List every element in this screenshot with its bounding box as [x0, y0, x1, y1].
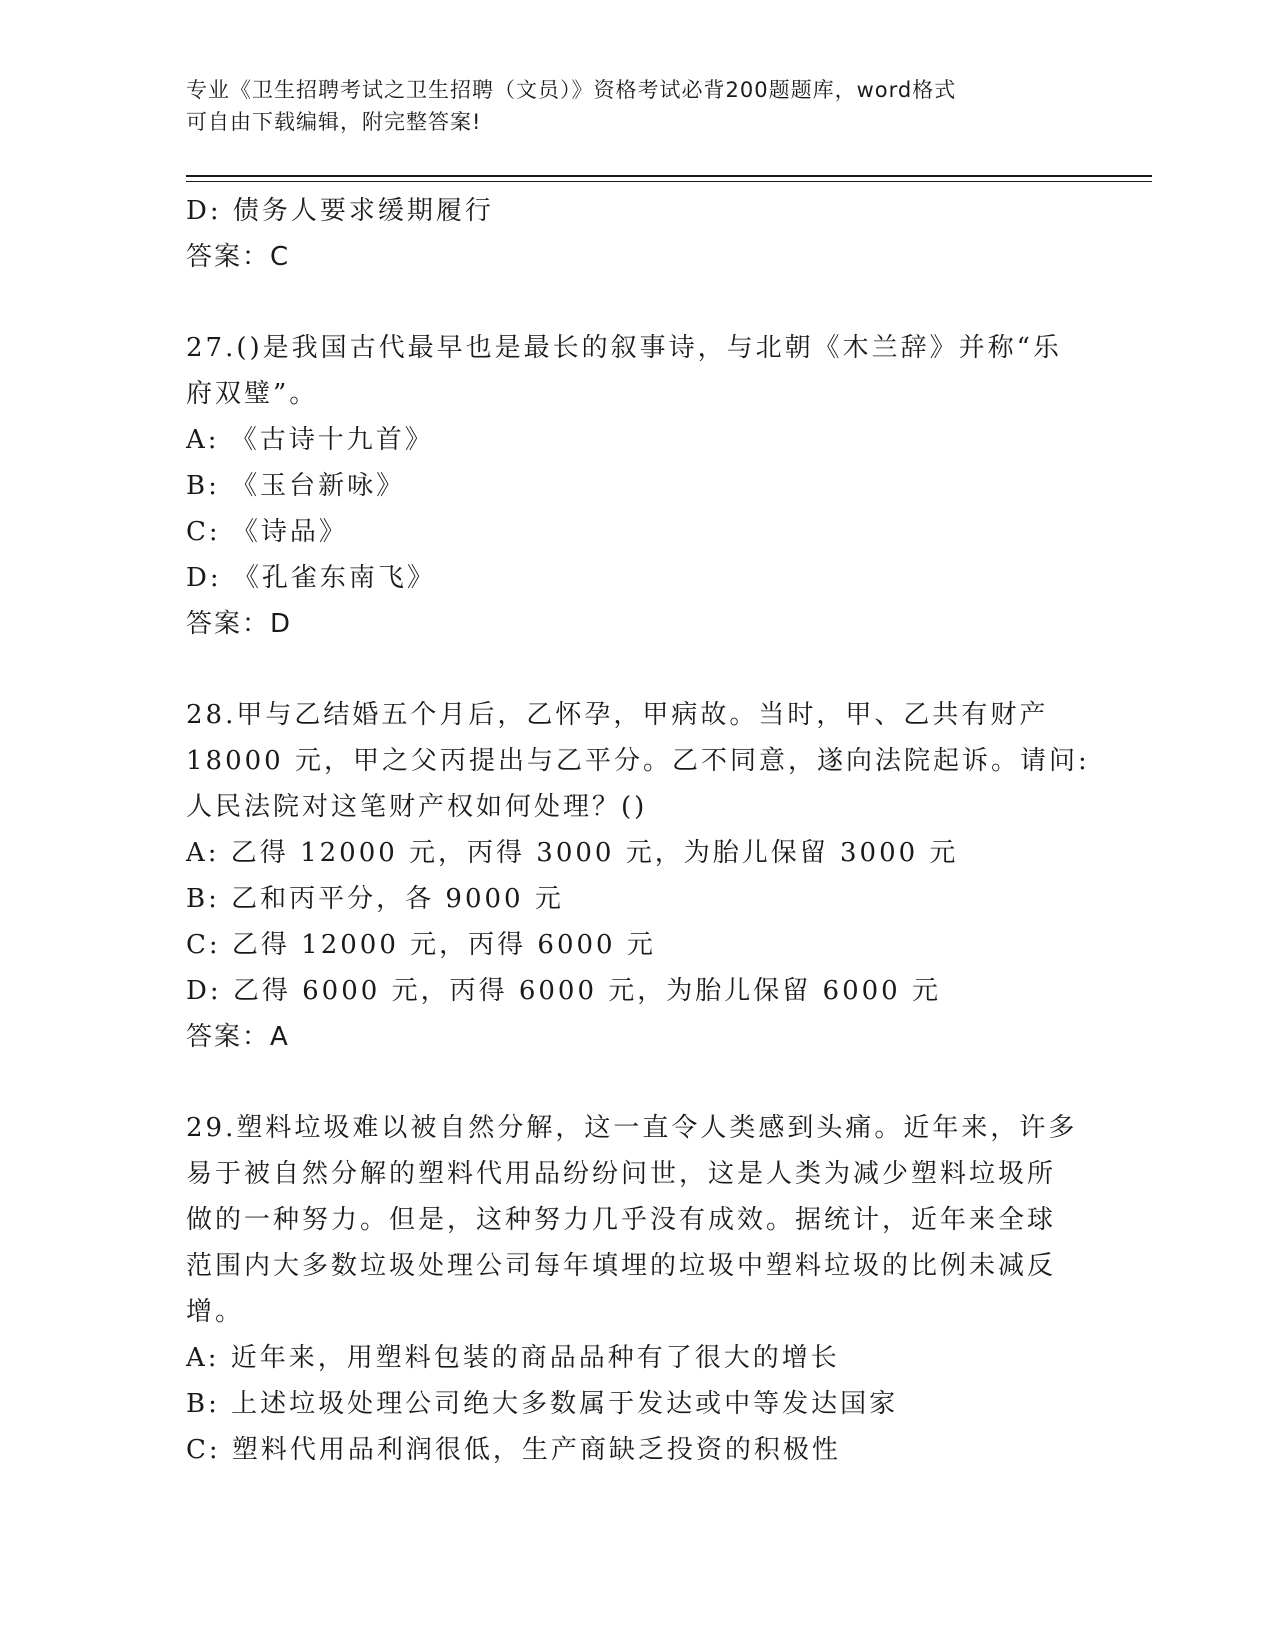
option-a: A: 《古诗十九首》 [186, 425, 434, 455]
answer-label: 答案：D [186, 609, 293, 639]
question-29 [186, 1105, 1086, 1473]
question-27 [186, 325, 1086, 647]
question-stem: 范围内大多数垃圾处理公司每年填埋的垃圾中塑料垃圾的比例未减反 [186, 1251, 1057, 1281]
question-stem: 易于被自然分解的塑料代用品纷纷问世，这是人类为减少塑料垃圾所 [186, 1159, 1057, 1189]
question-stem: 增。 [186, 1297, 245, 1327]
answer-label: 答案：C [186, 242, 291, 272]
question-list [186, 188, 1090, 1473]
option-c: C: 《诗品》 [186, 517, 348, 547]
question-stem: 28.甲与乙结婚五个月后，乙怀孕，甲病故。当时，甲、乙共有财产 [186, 700, 1049, 730]
option-b: B: 《玉台新咏》 [186, 471, 406, 501]
header-divider-thin [186, 181, 1152, 182]
option-d: D: 《孔雀东南飞》 [186, 563, 436, 593]
question-stem: 27.()是我国古代最早也是最长的叙事诗，与北朝《木兰辞》并称“乐 [186, 333, 1062, 363]
question-28 [186, 692, 1090, 1060]
header-divider-thick [186, 175, 1152, 177]
option-d: D: 乙得 6000 元，丙得 6000 元，为胎儿保留 6000 元 [186, 976, 941, 1006]
question-26-tail [186, 188, 1086, 280]
option-d: D: 债务人要求缓期履行 [186, 196, 494, 226]
document-header [186, 74, 1086, 138]
question-stem: 29.塑料垃圾难以被自然分解，这一直令人类感到头痛。近年来，许多 [186, 1113, 1078, 1143]
option-b: B: 乙和丙平分，各 9000 元 [186, 884, 564, 914]
option-c: C: 乙得 12000 元，丙得 6000 元 [186, 930, 656, 960]
option-c: C: 塑料代用品利润很低，生产商缺乏投资的积极性 [186, 1435, 841, 1465]
header-line-2: 可自由下载编辑，附完整答案! [186, 110, 482, 134]
header-line-1: 专业《卫生招聘考试之卫生招聘（文员）》资格考试必背200题题库，word格式 [186, 78, 957, 102]
option-a: A: 乙得 12000 元，丙得 3000 元，为胎儿保留 3000 元 [186, 838, 959, 868]
option-b: B: 上述垃圾处理公司绝大多数属于发达或中等发达国家 [186, 1389, 899, 1419]
option-a: A: 近年来，用塑料包装的商品品种有了很大的增长 [186, 1343, 840, 1373]
question-stem: 做的一种努力。但是，这种努力几乎没有成效。据统计，近年来全球 [186, 1205, 1057, 1235]
question-stem: 人民法院对这笔财产权如何处理？() [186, 792, 648, 822]
answer-label: 答案：A [186, 1022, 290, 1052]
question-stem: 府双璧”。 [186, 379, 319, 409]
question-stem: 18000 元，甲之父丙提出与乙平分。乙不同意，遂向法院起诉。请问: [186, 746, 1090, 776]
